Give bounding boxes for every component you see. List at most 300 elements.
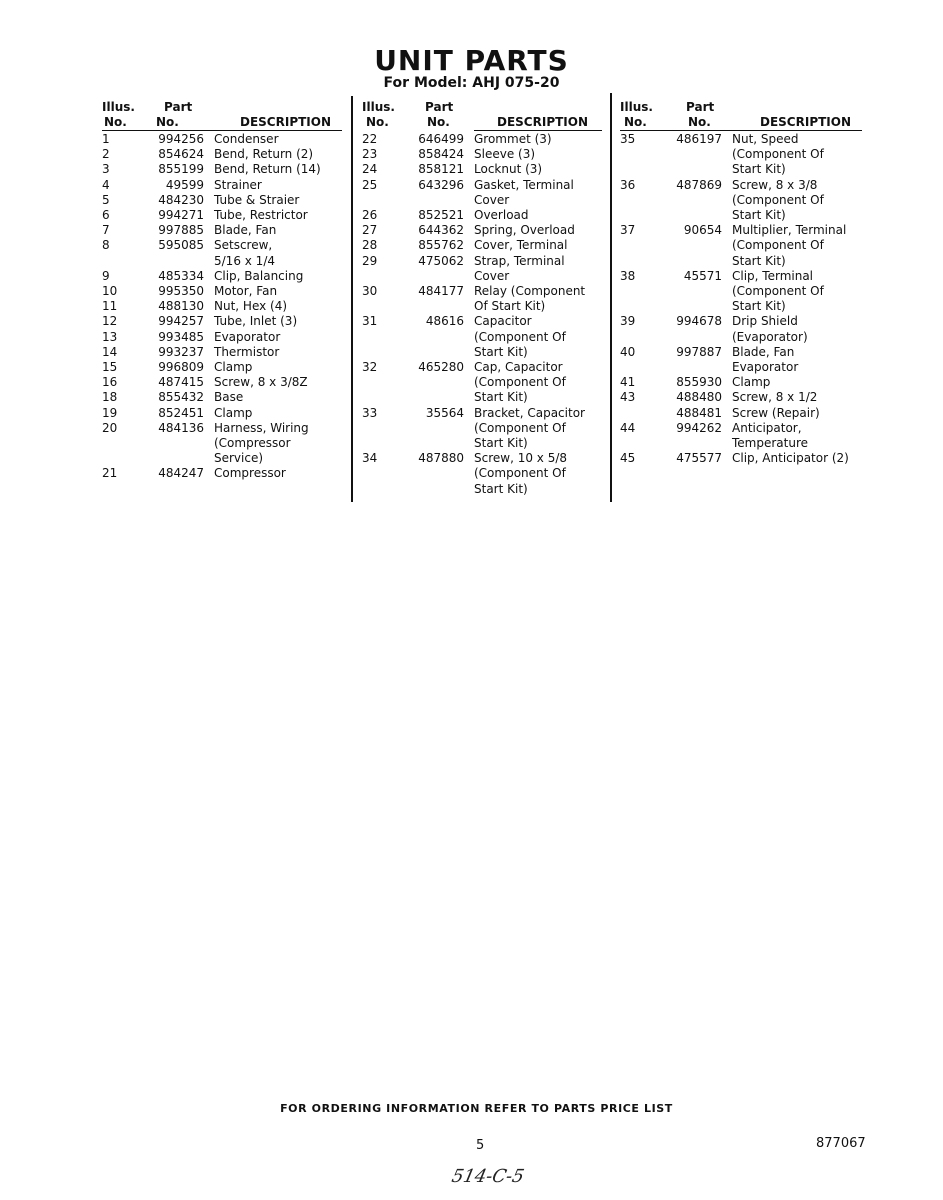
illus-number: 23 [362, 147, 378, 162]
part-number: 854624 [158, 147, 204, 162]
part-description: Harness, Wiring [214, 420, 309, 435]
illus-number [362, 466, 416, 481]
parts-row [620, 330, 870, 345]
parts-row [102, 254, 347, 269]
parts-row [102, 451, 347, 466]
part-description: Sleeve (3) [474, 147, 536, 162]
parts-row [362, 466, 607, 481]
part-number: 475062 [418, 253, 464, 268]
illus-header-line1: Illus. [362, 100, 395, 114]
illus-number: 33 [362, 405, 378, 420]
illus-number [620, 254, 674, 269]
parts-rows [362, 132, 607, 497]
illus-number: 12 [102, 314, 118, 329]
part-description: Clip, Balancing [214, 268, 304, 283]
part-description: Cover, Terminal [474, 238, 568, 253]
illus-number: 5 [102, 192, 110, 207]
illus-number: 35 [620, 132, 636, 146]
part-description: Clamp [732, 375, 771, 390]
parts-row [362, 254, 607, 269]
parts-row [102, 466, 347, 481]
illus-number: 9 [102, 268, 110, 283]
part-description: Strap, Terminal [474, 253, 565, 268]
parts-row [102, 132, 347, 147]
parts-column-3 [620, 96, 870, 466]
parts-row [620, 162, 870, 177]
part-number: 855930 [676, 375, 722, 390]
parts-row [620, 406, 870, 421]
part-header-line2: No. [156, 115, 179, 129]
illus-number: 22 [362, 132, 378, 146]
part-description: Blade, Fan [214, 223, 277, 238]
parts-row [102, 162, 347, 177]
illus-number [102, 254, 156, 269]
part-description: Of Start Kit) [474, 299, 546, 314]
parts-row [620, 223, 870, 238]
header-rule [620, 130, 862, 131]
part-header-line2: No. [688, 115, 711, 129]
illus-number: 25 [362, 177, 378, 192]
parts-row [102, 375, 347, 390]
illus-header-line1: Illus. [102, 100, 135, 114]
part-description: Evaporator [732, 360, 799, 375]
parts-row [102, 178, 347, 193]
part-number [416, 375, 474, 390]
part-number: 646499 [418, 132, 464, 146]
parts-row [620, 284, 870, 299]
part-number: 994262 [676, 420, 722, 435]
illus-number [362, 269, 416, 284]
part-description: Anticipator, [732, 420, 802, 435]
illus-number: 41 [620, 375, 636, 390]
part-number [674, 436, 732, 451]
part-description: Service) [214, 451, 264, 466]
parts-row [620, 436, 870, 451]
part-description: Nut, Hex (4) [214, 299, 288, 314]
parts-rows [102, 132, 347, 482]
parts-row [362, 436, 607, 451]
parts-row [102, 421, 347, 436]
part-number [674, 254, 732, 269]
illus-number [362, 482, 416, 497]
part-description: Compressor [214, 466, 286, 481]
part-description: Relay (Component [474, 284, 586, 299]
part-number [416, 345, 474, 360]
illus-number: 39 [620, 314, 636, 329]
part-description: Start Kit) [474, 390, 528, 405]
part-description: Start Kit) [732, 162, 786, 177]
part-number: 852521 [418, 208, 464, 223]
illus-number [620, 284, 674, 299]
parts-row [102, 223, 347, 238]
column-divider [610, 93, 612, 502]
part-number: 35564 [425, 405, 464, 420]
part-description: Bend, Return (14) [214, 162, 321, 177]
illus-number: 19 [102, 405, 118, 420]
parts-row [102, 284, 347, 299]
illus-number [620, 147, 674, 162]
parts-row [102, 269, 347, 284]
illus-number: 38 [620, 268, 636, 283]
part-description: Spring, Overload [474, 223, 575, 238]
part-number: 487869 [676, 177, 722, 192]
part-description: (Component Of [732, 192, 824, 207]
part-description: Start Kit) [474, 481, 528, 496]
illus-number: 34 [362, 451, 378, 466]
parts-row [362, 162, 607, 177]
part-number: 858424 [418, 147, 464, 162]
illus-number: 6 [102, 208, 110, 223]
part-header-line2: No. [427, 115, 450, 129]
part-number [674, 360, 732, 375]
illus-number [620, 436, 674, 451]
illus-number: 21 [102, 466, 118, 481]
part-number: 993485 [158, 329, 204, 344]
parts-row [362, 269, 607, 284]
illus-number: 18 [102, 390, 118, 405]
part-header-line1: Part [425, 100, 454, 114]
parts-row [620, 254, 870, 269]
part-description: Start Kit) [732, 299, 786, 314]
part-description: Cover [474, 192, 510, 207]
part-number [156, 436, 214, 451]
illus-number [362, 330, 416, 345]
illus-number: 44 [620, 420, 636, 435]
part-description: Thermistor [214, 344, 280, 359]
part-number: 486197 [676, 132, 722, 146]
parts-row [102, 238, 347, 253]
part-description: Screw, 8 x 3/8 [732, 177, 818, 192]
parts-row [620, 238, 870, 253]
parts-row [102, 208, 347, 223]
part-number: 644362 [418, 223, 464, 238]
parts-row [362, 132, 607, 147]
column-divider [351, 96, 353, 502]
part-number: 488130 [158, 299, 204, 314]
part-number: 484247 [158, 466, 204, 481]
part-number [674, 162, 732, 177]
description-header: DESCRIPTION [497, 115, 589, 129]
part-number [416, 421, 474, 436]
part-description: Start Kit) [474, 344, 528, 359]
part-number: 996809 [158, 360, 204, 375]
illus-number [362, 436, 416, 451]
illus-number [102, 436, 156, 451]
parts-row [620, 421, 870, 436]
illus-number: 37 [620, 223, 636, 238]
part-description: Screw, 10 x 5/8 [474, 451, 568, 466]
part-number [416, 390, 474, 405]
parts-row [620, 451, 870, 466]
illus-header-line2: No. [104, 115, 127, 129]
part-number [674, 193, 732, 208]
part-number: 488480 [676, 390, 722, 405]
part-description: (Component Of [732, 284, 824, 299]
parts-row [362, 421, 607, 436]
part-number [156, 451, 214, 466]
page-title: UNIT PARTS [374, 44, 569, 77]
part-description: Strainer [214, 177, 262, 192]
part-number: 465280 [418, 360, 464, 375]
part-number: 45571 [683, 268, 722, 283]
header-rule [102, 130, 342, 131]
parts-row [102, 314, 347, 329]
illus-number [620, 330, 674, 345]
part-number [416, 269, 474, 284]
illus-number: 1 [102, 132, 110, 146]
illus-number: 27 [362, 223, 378, 238]
part-number: 488481 [676, 405, 722, 420]
illus-number: 11 [102, 299, 118, 314]
illus-number: 7 [102, 223, 110, 238]
illus-number [620, 360, 674, 375]
illus-number: 13 [102, 329, 118, 344]
illus-number [620, 238, 674, 253]
illus-number: 26 [362, 208, 378, 223]
parts-row [620, 208, 870, 223]
description-header: DESCRIPTION [760, 115, 852, 129]
parts-row [362, 390, 607, 405]
part-number: 994256 [158, 132, 204, 146]
parts-row [620, 147, 870, 162]
part-number: 994271 [158, 208, 204, 223]
part-number: 993237 [158, 344, 204, 359]
parts-row [102, 360, 347, 375]
part-number: 855762 [418, 238, 464, 253]
illus-number: 31 [362, 314, 378, 329]
part-description: Multiplier, Terminal [732, 223, 847, 238]
parts-row [362, 330, 607, 345]
illus-number: 36 [620, 177, 636, 192]
parts-row [102, 345, 347, 360]
part-number: 997885 [158, 223, 204, 238]
illus-number [362, 390, 416, 405]
parts-rows [620, 132, 870, 466]
part-description: Screw (Repair) [732, 405, 820, 420]
part-number: 858121 [418, 162, 464, 177]
part-header-line1: Part [164, 100, 193, 114]
illus-number: 30 [362, 284, 378, 299]
parts-row [362, 178, 607, 193]
illus-number [620, 299, 674, 314]
part-description: Bend, Return (2) [214, 147, 314, 162]
page-number: 5 [476, 1138, 485, 1153]
part-description: Start Kit) [474, 436, 528, 451]
column-header [620, 96, 870, 132]
illus-number: 43 [620, 390, 636, 405]
part-number: 48616 [425, 314, 464, 329]
part-description: Condenser [214, 132, 279, 146]
parts-row [362, 238, 607, 253]
part-number [416, 299, 474, 314]
parts-row [620, 390, 870, 405]
part-number [416, 482, 474, 497]
illus-number [620, 193, 674, 208]
ordering-note: FOR ORDERING INFORMATION REFER TO PARTS PRICE LIST [280, 1102, 673, 1115]
parts-row [102, 147, 347, 162]
column-header [102, 96, 347, 132]
model-subtitle: For Model: AHJ 075-20 [383, 75, 560, 91]
part-description: Tube & Straier [214, 192, 300, 207]
illus-number [362, 299, 416, 314]
part-number: 487415 [158, 375, 204, 390]
part-number: 484177 [418, 284, 464, 299]
part-description: Locknut (3) [474, 162, 543, 177]
parts-row [620, 345, 870, 360]
part-number [674, 208, 732, 223]
part-description: (Component Of [474, 420, 566, 435]
parts-row [620, 132, 870, 147]
part-description: Overload [474, 208, 529, 223]
description-header: DESCRIPTION [240, 115, 332, 129]
part-number: 595085 [158, 238, 204, 253]
illus-header-line1: Illus. [620, 100, 653, 114]
part-description: Cap, Capacitor [474, 360, 563, 375]
part-number [674, 299, 732, 314]
part-number [416, 466, 474, 481]
illus-number: 4 [102, 177, 110, 192]
parts-row [362, 345, 607, 360]
part-number [674, 238, 732, 253]
parts-row [362, 223, 607, 238]
column-header [362, 96, 607, 132]
part-description: Blade, Fan [732, 344, 795, 359]
part-description: Cover [474, 268, 510, 283]
part-number: 485334 [158, 268, 204, 283]
part-description: Motor, Fan [214, 284, 278, 299]
part-number: 484230 [158, 192, 204, 207]
part-number [674, 147, 732, 162]
handwritten-note: 514-C-5 [449, 1166, 526, 1187]
part-number: 995350 [158, 284, 204, 299]
parts-row [362, 406, 607, 421]
part-number: 484136 [158, 420, 204, 435]
part-description: Clamp [214, 405, 253, 420]
part-description: (Evaporator) [732, 329, 808, 344]
parts-row [620, 360, 870, 375]
part-number [416, 193, 474, 208]
part-number [416, 436, 474, 451]
illus-number: 24 [362, 162, 378, 177]
parts-column-2 [362, 96, 607, 497]
part-description: Screw, 8 x 1/2 [732, 390, 818, 405]
parts-row [362, 360, 607, 375]
part-description: Screw, 8 x 3/8Z [214, 375, 308, 390]
part-description: (Component Of [474, 466, 566, 481]
part-number: 994257 [158, 314, 204, 329]
illus-number [362, 375, 416, 390]
illus-number [620, 406, 674, 421]
parts-row [620, 193, 870, 208]
parts-row [362, 147, 607, 162]
illus-number: 45 [620, 451, 636, 466]
part-number: 994678 [676, 314, 722, 329]
illus-number [620, 162, 674, 177]
part-description: 5/16 x 1/4 [214, 253, 275, 268]
part-number: 49599 [165, 177, 204, 192]
parts-row [362, 193, 607, 208]
part-description: Tube, Restrictor [214, 208, 308, 223]
part-description: Start Kit) [732, 253, 786, 268]
parts-row [620, 299, 870, 314]
illus-number: 2 [102, 147, 110, 162]
part-number [156, 254, 214, 269]
parts-row [620, 178, 870, 193]
illus-header-line2: No. [624, 115, 647, 129]
part-number [416, 330, 474, 345]
part-number: 852451 [158, 405, 204, 420]
illus-number: 3 [102, 162, 110, 177]
illus-number [102, 451, 156, 466]
part-header-line1: Part [686, 100, 715, 114]
parts-row [102, 390, 347, 405]
part-description: (Component Of [732, 147, 824, 162]
part-description: Evaporator [214, 329, 281, 344]
part-number [674, 330, 732, 345]
illus-number [362, 345, 416, 360]
part-description: Grommet (3) [474, 132, 552, 146]
parts-row [362, 451, 607, 466]
part-number: 643296 [418, 177, 464, 192]
part-number [674, 284, 732, 299]
parts-row [102, 330, 347, 345]
part-description: Setscrew, [214, 238, 273, 253]
illus-number [620, 208, 674, 223]
part-description: (Component Of [474, 329, 566, 344]
part-description: Start Kit) [732, 208, 786, 223]
parts-row [620, 269, 870, 284]
illus-number: 16 [102, 375, 118, 390]
part-description: Tube, Inlet (3) [214, 314, 298, 329]
illus-number: 28 [362, 238, 378, 253]
illus-number: 20 [102, 420, 118, 435]
part-description: Clamp [214, 360, 253, 375]
part-description: Clip, Anticipator (2) [732, 451, 849, 466]
part-description: (Component Of [732, 238, 824, 253]
part-description: Bracket, Capacitor [474, 405, 585, 420]
header-rule [474, 130, 602, 131]
part-description: Drip Shield [732, 314, 798, 329]
illus-number: 29 [362, 253, 378, 268]
parts-row [362, 482, 607, 497]
part-number: 475577 [676, 451, 722, 466]
part-description: (Component Of [474, 375, 566, 390]
illus-header-line2: No. [366, 115, 389, 129]
parts-row [102, 193, 347, 208]
part-number: 487880 [418, 451, 464, 466]
parts-row [620, 314, 870, 329]
parts-row [102, 406, 347, 421]
parts-row [362, 299, 607, 314]
parts-column-1 [102, 96, 347, 482]
illus-number: 15 [102, 360, 118, 375]
part-description: (Compressor [214, 436, 291, 451]
document-number: 877067 [816, 1136, 866, 1151]
part-number: 855199 [158, 162, 204, 177]
part-description: Temperature [732, 436, 809, 451]
parts-row [362, 375, 607, 390]
part-number: 90654 [683, 223, 722, 238]
parts-row [102, 299, 347, 314]
parts-row [362, 284, 607, 299]
parts-row [102, 436, 347, 451]
parts-row [620, 375, 870, 390]
illus-number [362, 193, 416, 208]
parts-row [362, 208, 607, 223]
part-description: Nut, Speed [732, 132, 799, 146]
illus-number: 10 [102, 284, 118, 299]
part-description: Capacitor [474, 314, 532, 329]
